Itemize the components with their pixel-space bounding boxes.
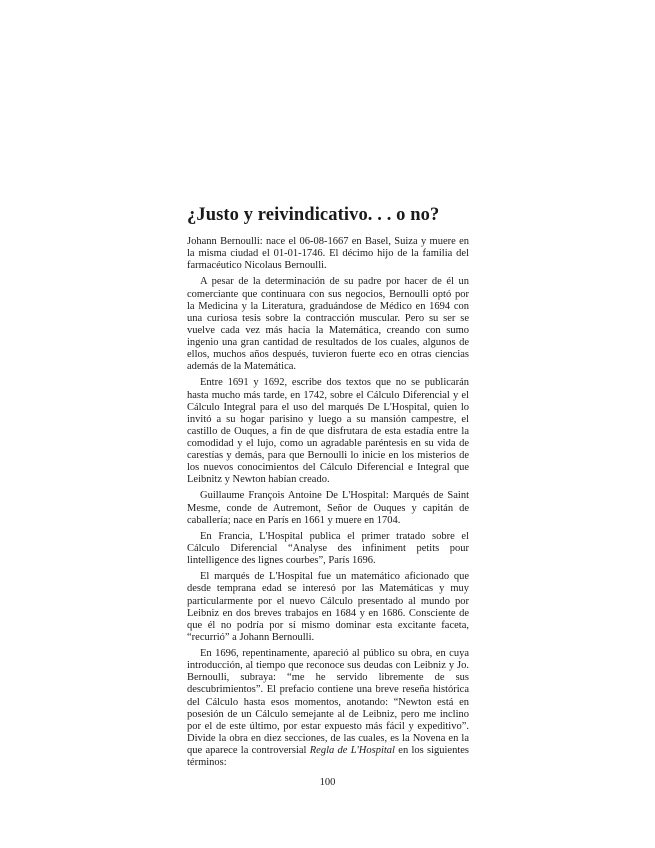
paragraph-1696-text: En 1696, repentinamente, apareció al público su obra, en cuya introducción, al tiempo que reconoce sus deudas con Leibniz y Jo. Bernoulli, subraya: “me he servido libremente de sus descubrimientos”. El prefacio contiene una breve reseña histórica del Cálculo hasta esos momentos, anotando: “Newton está en posesión de un Cálculo semejante al de Leibniz, pero me inclino por el de este último, por estar expuesto más fácil y expeditivo”. Divide la obra en diez secciones, de las cuales, es la Novena en la que aparece la controversial (187, 648, 469, 756)
paragraph-texts-1691: Entre 1691 y 1692, escribe dos textos que no se publicarán hasta mucho más tarde, en 1742, sobre el Cálculo Diferencial y el Cálculo Integral para el uso del marqués De L'Hospital, quien lo invitó a su hogar parisino y luego a su mansión campestre, el castillo de Ouques, a fin de que disfrutara de esta estadía entre la comodidad y el lujo, como un agradable paréntesis en su vida de carestías y demás, para que Bernoulli lo inicie en los misterios de los nuevos conocimientos del Cálculo Diferencial e Integral que Leibnitz y Newton habían creado. (187, 377, 469, 486)
paragraph-1696-tail: en los siguientes términos: (187, 744, 470, 768)
page-number: 100 (319, 777, 336, 788)
paragraph-johann-bio: Johann Bernoulli: nace el 06-08-1667 en Basel, Suiza y muere en la misma ciudad el 01-01-1746. El décimo hijo de la familia del farmacéutico Nicolaus Bernoulli. (187, 236, 469, 272)
section-heading: ¿Justo y reivindicativo. . . o no? (187, 205, 440, 225)
paragraph-1696-work (187, 648, 469, 769)
paragraph-amateur: El marqués de L'Hospital fue un matemático aficionado que desde temprana edad se interesó por las Matemáticas y muy particularmente por el nuevo Cálculo presentado al mundo por Leibniz en dos breves trabajos en 1684 y en 1686. Consciente de que él no podría por sí mismo dominar esta excitante faceta, “recurrió” a Johann Bernoulli. (187, 571, 469, 643)
paragraph-first-treatise: En Francia, L'Hospital publica el primer tratado sobre el Cálculo Diferencial “Analyse des infiniment petits pour lintelligence des lignes courbes”, París 1696. (187, 530, 469, 567)
paragraph-career: A pesar de la determinación de su padre por hacer de él un comerciante que continuara con sus negocios, Bernoulli optó por la Medicina y la Literatura, graduándose de Médico en 1694 con una curiosa tesis sobre la contracción muscular. Pero su ser se vuelve cada vez más hacia la Matemática, creando con sumo ingenio una gran cantidad de resultados de los cuales, algunos de ellos, muchos años después, tuvieron fuerte eco en otras ciencias además de la Matemática. (187, 276, 469, 373)
body-text (187, 236, 469, 773)
rule-name: Regla de L'Hospital (309, 744, 395, 756)
paragraph-lhospital-bio: Guillaume François Antoine De L'Hospital: Marqués de Saint Mesme, conde de Autremont, Señor de Ouques y capitán de caballería; nace en París en 1661 y muere en 1704. (187, 490, 469, 526)
